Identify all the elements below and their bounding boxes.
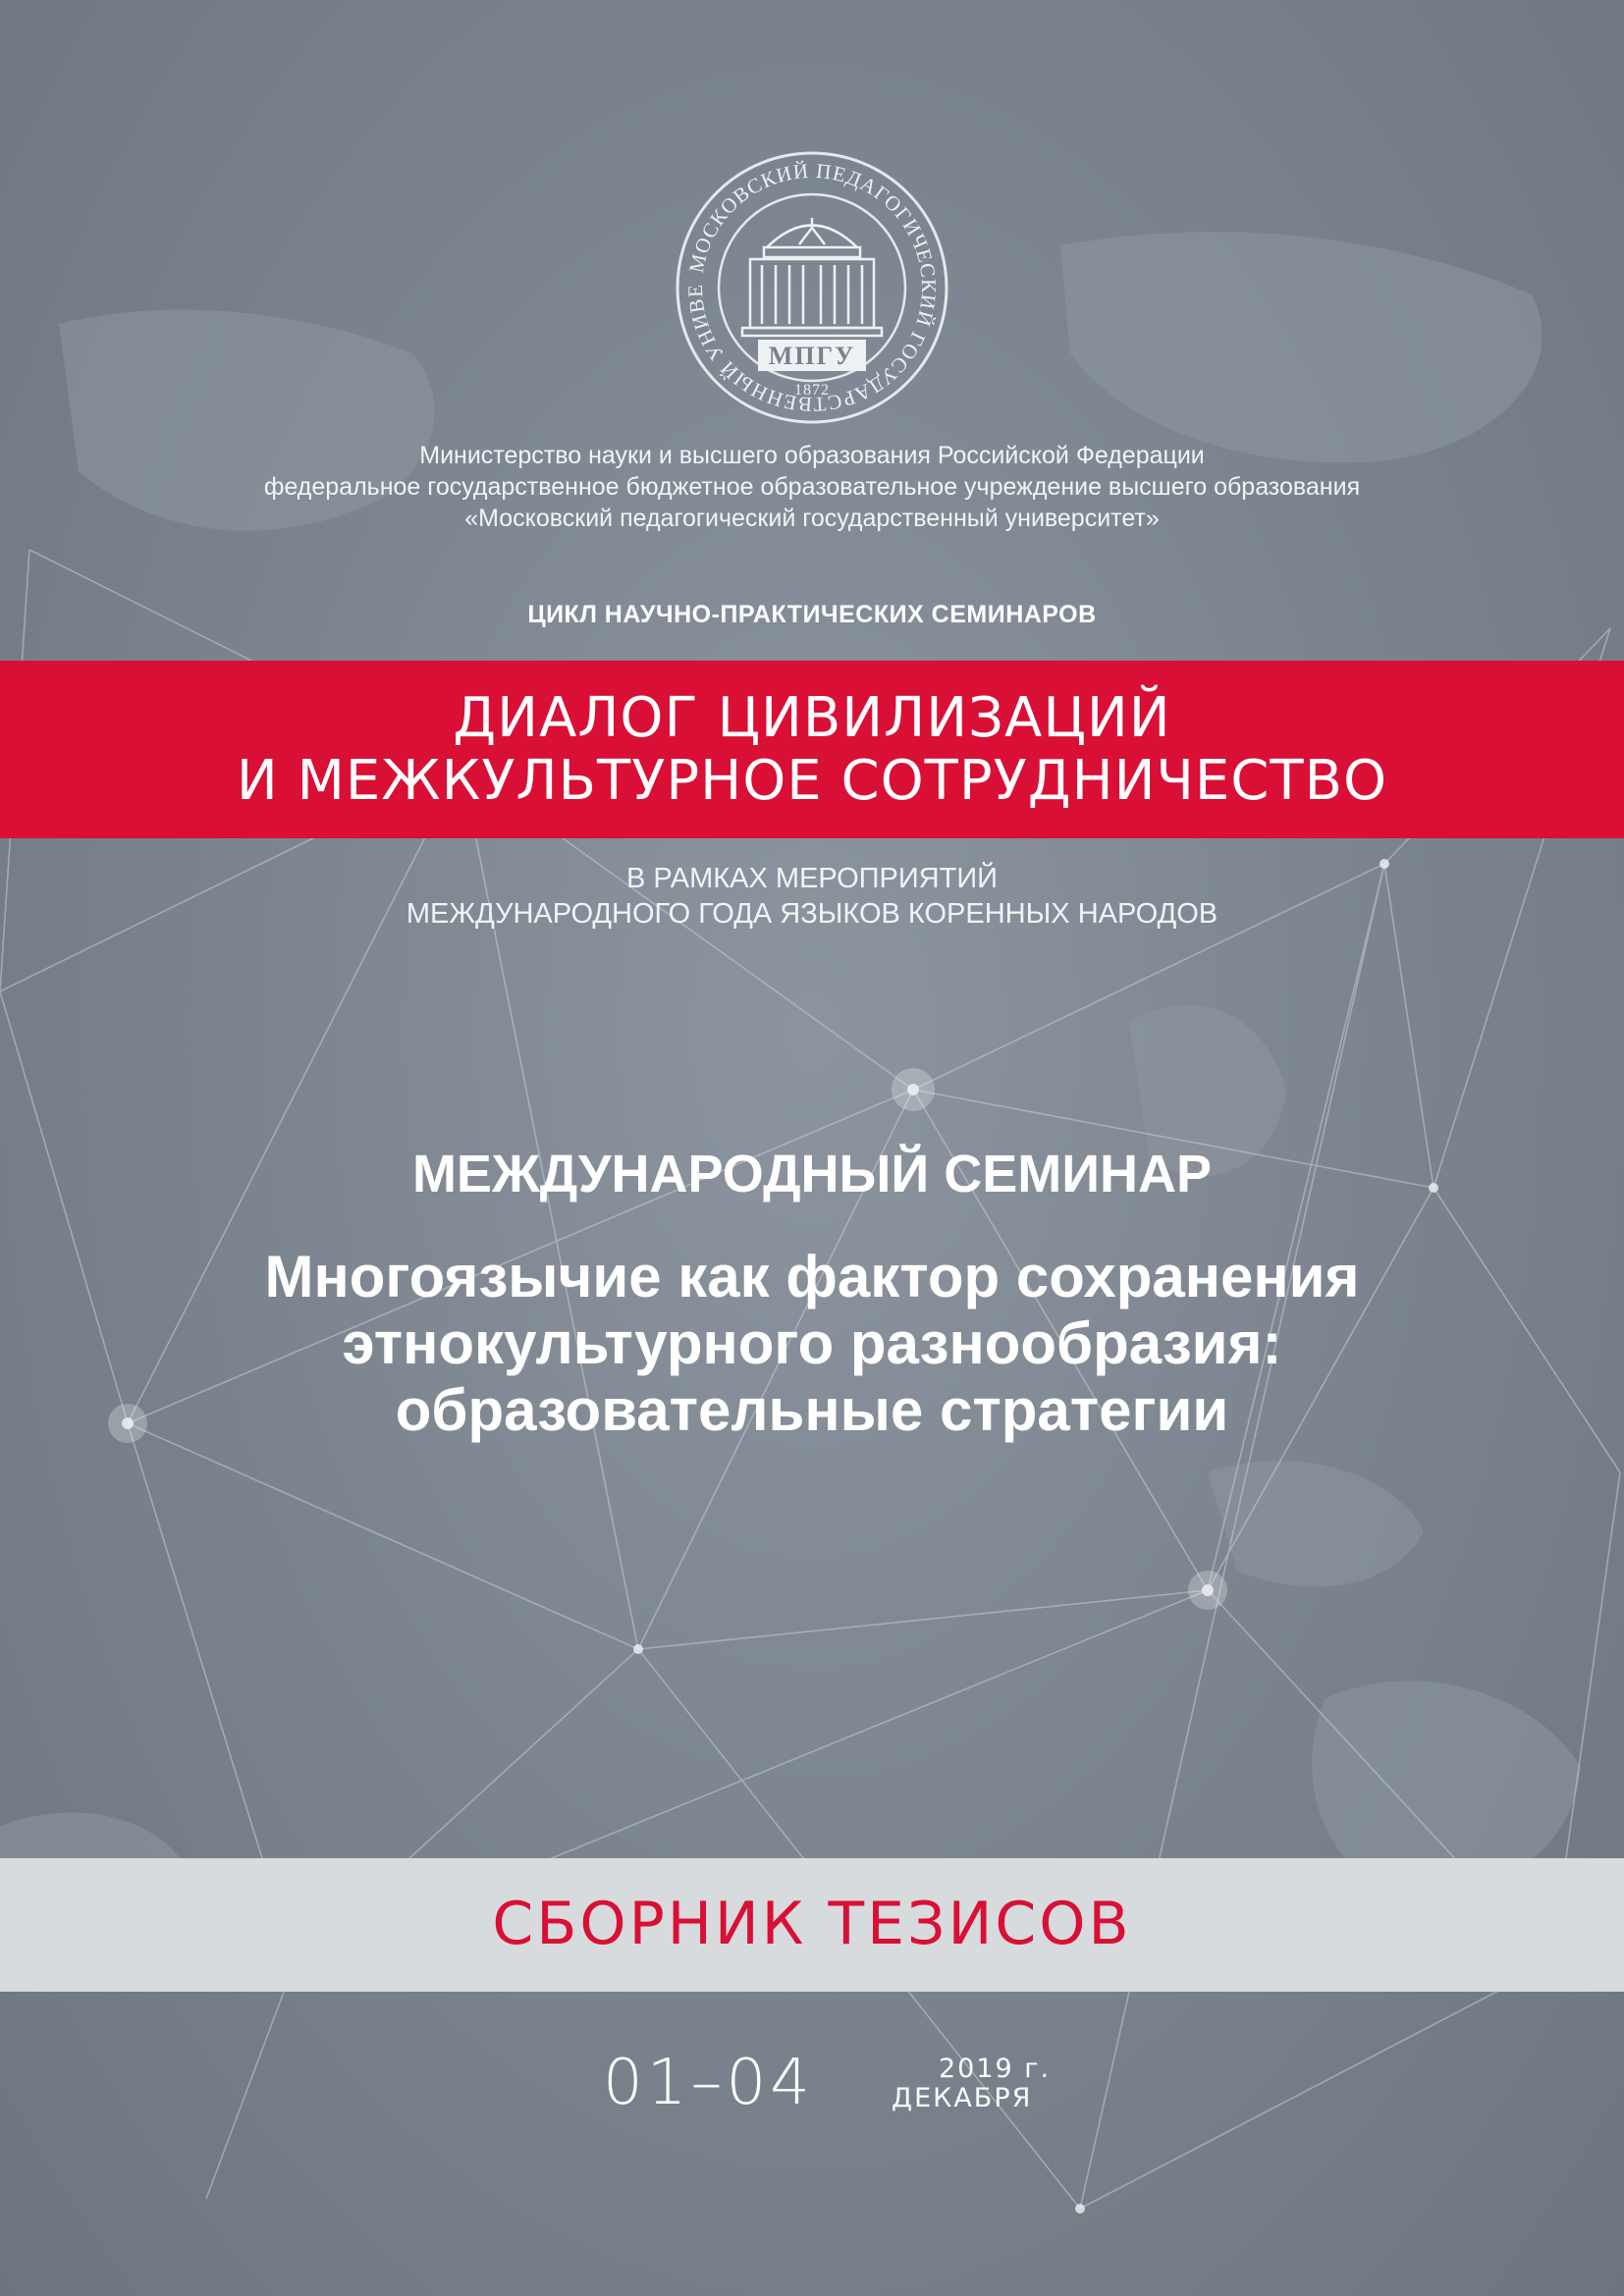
series-title-line-1: ДИАЛОГ ЦИВИЛИЗАЦИЙ <box>453 686 1171 750</box>
institution-type-line: федеральное государственное бюджетное образовательное учреждение высшего образования <box>263 473 1361 501</box>
ministry-block <box>0 440 1624 534</box>
series-title <box>0 687 1624 813</box>
date-days: 01–04 <box>603 2047 814 2119</box>
university-seal-logo <box>674 149 950 426</box>
date-year: 2019 г. <box>939 2054 1052 2084</box>
framework-note <box>0 861 1624 932</box>
framework-line-2: МЕЖДУНАРОДНОГО ГОДА ЯЗЫКОВ КОРЕННЫХ НАРОДОВ <box>406 898 1218 930</box>
series-title-line-2: И МЕЖКУЛЬТУРНОЕ СОТРУДНИЧЕСТВО <box>236 749 1388 813</box>
event-dates <box>0 2047 1624 2125</box>
seminar-topic-line-3: образовательные стратегии <box>395 1377 1229 1443</box>
ministry-line: Министерство науки и высшего образования Российской Федерации <box>419 442 1205 469</box>
seal-year: 1872 <box>794 382 830 399</box>
university-name-line: «Московский педагогический государственный университет» <box>464 505 1160 532</box>
framework-line-1: В РАМКАХ МЕРОПРИЯТИЙ <box>625 863 999 894</box>
collection-title: СБОРНИК ТЕЗИСОВ <box>492 1890 1132 1958</box>
seal-abbr: МПГУ <box>768 342 856 370</box>
date-month: ДЕКАБРЯ <box>892 2083 1033 2113</box>
seminar-label: МЕЖДУНАРОДНЫЙ СЕМИНАР <box>411 1145 1213 1203</box>
seminar-topic-line-2: этнокультурного разнообразия: <box>342 1310 1282 1376</box>
seal-ring-text: МОСКОВСКИЙ ПЕДАГОГИЧЕСКИЙ ГОСУДАРСТВЕННЫЙ УНИВЕ <box>682 158 942 417</box>
seminar-cycle-label: ЦИКЛ НАУЧНО-ПРАКТИЧЕСКИХ СЕМИНАРОВ <box>527 601 1097 628</box>
svg-text:МОСКОВСКИЙ ПЕДАГОГИЧЕСКИЙ ГОСУ <box>674 149 941 416</box>
seminar-topic <box>0 1244 1624 1444</box>
seminar-topic-line-1: Многоязычие как фактор сохранения <box>264 1244 1360 1309</box>
